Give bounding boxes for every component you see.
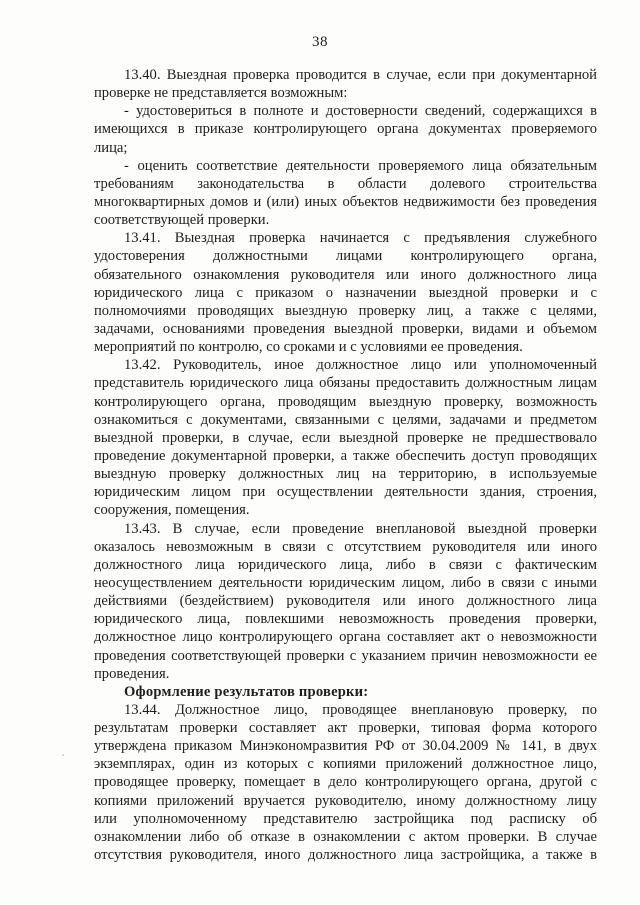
text-line: отсутствия руководителя, иного должностного лица застройщика, а также в <box>94 847 597 864</box>
text-line: контролирующего органа, проводящим выездную проверку, возможность <box>94 393 597 410</box>
text-line: неосуществлением деятельности юридическим лицом, либо в связи с иными <box>94 574 597 591</box>
text-line: - оценить соответствие деятельности проверяемого лица обязательным <box>124 157 597 174</box>
document-body <box>94 66 597 864</box>
text-line: 13.40. Выездная проверка проводится в случае, если при документарной <box>124 67 597 83</box>
text-line: экземплярах, один из которых с копиями приложений должностное лицо, <box>94 756 597 773</box>
text-line: ознакомиться с документами, связанными с целями, задачами и предметом <box>94 411 597 428</box>
text-line: или уполномоченному представителю застройщика под расписку об <box>94 810 597 827</box>
text-line: проведения соответствующей проверки с указанием причин невозможности ее <box>94 647 597 664</box>
text-line: утверждена приказом Минэкономразвития РФ от 30.04.2009 № 141, в двух <box>94 738 597 755</box>
text-line: 13.42. Руководитель, иное должностное лицо или уполномоченный <box>124 357 597 374</box>
text-line: копиями приложений вручается руководителю, иному должностному лицу <box>94 792 597 809</box>
text-line: должностное лицо контролирующего органа составляет акт о невозможности <box>94 629 597 646</box>
text-line: сооружения, помещения. <box>94 502 250 519</box>
text-line: требованиям законодательства в области долевого строительства <box>94 175 597 192</box>
scan-speck <box>62 754 64 756</box>
text-line: ознакомлении либо об отказе в ознакомлении с актом проверки. В случае <box>94 828 597 845</box>
text-line: обязательного ознакомления руководителя или иного должностного лица <box>94 266 597 283</box>
text-line: 13.43. В случае, если проведение внеплановой выездной проверки <box>124 520 597 537</box>
text-line: юридического лица, повлекшими невозможность проведения проверки, <box>94 611 597 628</box>
text-line: действиями (бездействием) руководителя или иного должностного лица <box>94 593 597 610</box>
text-line: соответствующей проверки. <box>94 212 270 229</box>
text-line: - удостовериться в полноте и достоверности сведений, содержащихся в <box>124 103 597 120</box>
text-line: оказалось невозможным в связи с отсутствием руководителя или иного <box>94 538 597 555</box>
text-line: выездную проверку должностных лиц на территорию, в используемые <box>94 466 597 483</box>
text-line: проводящее проверку, помещает в дело контролирующего органа, другой с <box>94 774 597 791</box>
text-line: имеющихся в приказе контролирующего органа документах проверяемого <box>94 121 597 138</box>
text-line: проверке не представляется возможным: <box>94 85 348 102</box>
section-heading: Оформление результатов проверки: <box>124 683 369 700</box>
text-line: лица; <box>94 139 128 156</box>
text-line: должностного лица юридического лица, либо в связи с фактическим <box>94 556 597 573</box>
text-line: мероприятий по контролю, со сроками и с условиями ее проведения. <box>94 339 523 356</box>
text-line: проведение документарной проверки, а также обеспечить доступ проводящих <box>94 447 597 464</box>
paragraph-13-40 <box>94 66 597 229</box>
paragraph-13-41 <box>94 229 597 356</box>
text-line: 13.44. Должностное лицо, проводящее внеплановую проверку, по <box>124 701 597 718</box>
text-line: 13.41. Выездная проверка начинается с предъявления служебного <box>124 230 597 247</box>
text-line: удостоверения должностными лицами контролирующего органа, <box>94 248 597 265</box>
paragraph-13-44 <box>94 701 597 864</box>
text-line: юридическим лицом при осуществлении деятельности здания, строения, <box>94 484 597 501</box>
paragraph-13-42 <box>94 356 597 519</box>
text-line: проведения. <box>94 665 170 682</box>
text-line: задачами, основаниями проведения выездной проверки, видами и объемом <box>94 320 597 337</box>
text-line: результатам проверки составляет акт проверки, типовая форма которого <box>94 720 597 737</box>
text-line: представитель юридического лица обязаны предоставить должностным лицам <box>94 375 597 392</box>
paragraph-13-43 <box>94 520 597 683</box>
page-number: 38 <box>312 34 328 50</box>
text-line: юридического лица с приказом о назначении выездной проверки и с <box>94 284 597 301</box>
text-line: полномочиями проводящих выездную проверку лиц, а также с целями, <box>94 302 597 319</box>
text-line: многоквартирных домов и (или) иных объектов недвижимости без проведения <box>94 193 597 210</box>
text-line: выездной проверки, в случае, если выездной проверке не предшествовало <box>94 429 597 446</box>
